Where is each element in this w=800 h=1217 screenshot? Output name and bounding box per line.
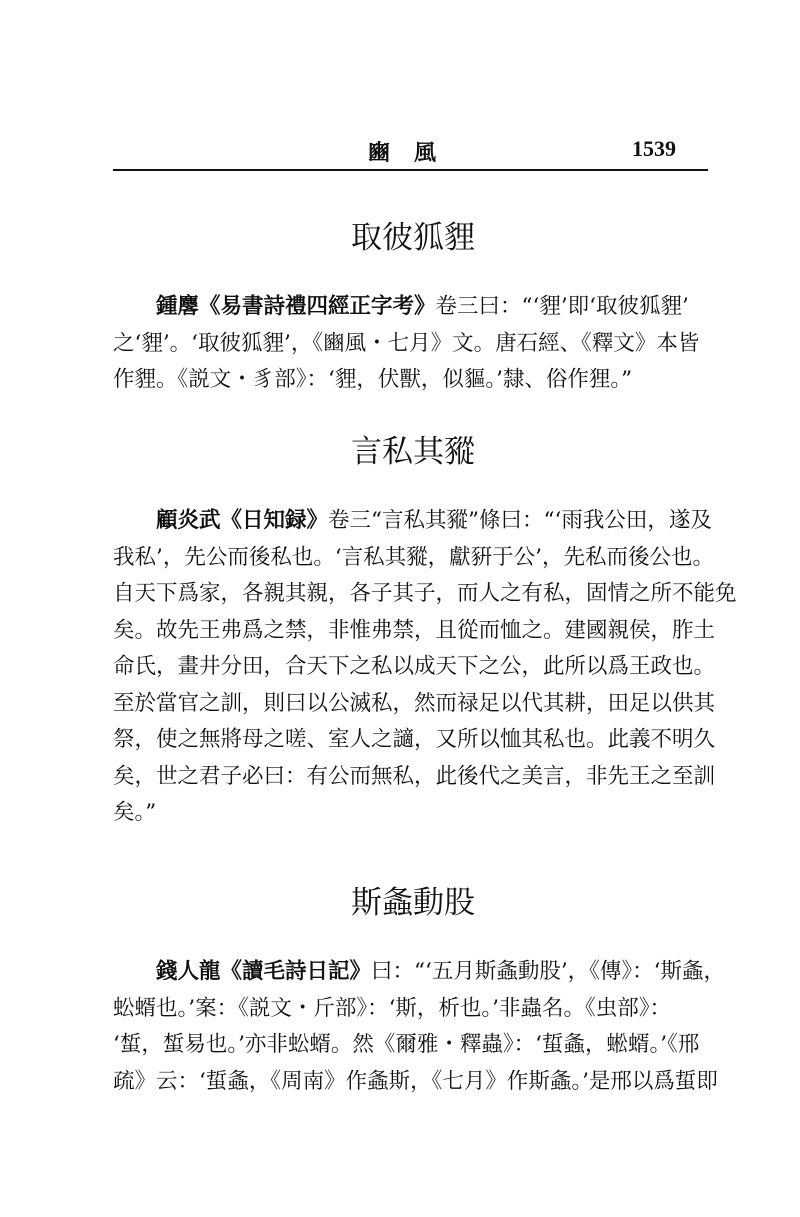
section-title: 斯螽動股 <box>351 885 475 921</box>
line-text: 卷三曰：“‘貍’即‘取彼狐貍’ <box>435 294 689 319</box>
section-body <box>113 472 737 832</box>
line-text: 曰：“‘五月斯螽動股’，《傳》：‘斯螽， <box>371 959 726 984</box>
paragraph-line: 祭，使之無將母之嗟、室人之讁，又所以恤其私也。此義不明久 <box>113 727 716 752</box>
page-number: 1539 <box>632 136 676 161</box>
paragraph-line: ‘蜤，蜤易也。’亦非蚣蝑。然《爾雅・釋蟲》：‘蜇螽，蜙蝑。’《邢 <box>113 1032 700 1057</box>
paragraph-line: 我私’，先公而後私也。‘言私其豵，獻豣于公’，先私而後公也。 <box>113 544 715 570</box>
paragraph-line: 矣，世之君子必曰：有公而無私，此後代之美言，非先王之至訓 <box>113 763 716 789</box>
paragraph-line: 自天下爲家，各親其親，各子其子，而人之有私，固情之所不能免 <box>113 581 737 606</box>
source-citation: 鍾麐《易書詩禮四經正字考》 <box>156 294 436 319</box>
section-title: 言私其豵 <box>351 434 475 470</box>
paragraph-line: 命氏，畫井分田，合天下之私以成天下之公，此所以爲王政也。 <box>113 654 716 679</box>
paragraph-line <box>113 954 726 991</box>
section-qu-bi-hu-li <box>113 218 713 399</box>
source-citation: 顧炎武《日知録》 <box>156 508 329 533</box>
running-head <box>0 128 800 168</box>
section-body <box>113 258 713 399</box>
paragraph-line: 至於當官之訓，則曰以公滅私，然而禄足以代其耕，田足以供其 <box>113 690 716 716</box>
paragraph-line: 矣。” <box>113 800 157 825</box>
header-rule <box>113 169 708 171</box>
line-text: 卷三“言私其豵”條曰：“‘雨我公田，遂及 <box>328 508 712 533</box>
section-body <box>113 923 726 1100</box>
section-si-zhong-dong-gu <box>113 883 726 1100</box>
paragraph-line <box>113 503 713 540</box>
section-title: 取彼狐貍 <box>351 220 475 256</box>
running-title: 豳風 <box>368 140 461 166</box>
section-yan-si-qi-zong <box>113 432 737 832</box>
paragraph-line: 之‘貍’。‘取彼狐貍’，《豳風・七月》文。唐石經、《釋文》本皆 <box>113 330 700 356</box>
source-citation: 錢人龍《讀毛詩日記》 <box>156 959 372 984</box>
paragraph-line <box>113 289 713 326</box>
paragraph-line: 矣。故先王弗爲之禁，非惟弗禁，且從而恤之。建國親侯，胙土 <box>113 617 716 643</box>
paragraph-line: 疏》云：‘蜇螽，《周南》作螽斯，《七月》作斯螽。’是邢以爲蜇即 <box>113 1068 718 1094</box>
paragraph-line: 蚣蝑也。’案：《説文・斤部》：‘斯，析也。’非蟲名。《虫部》： <box>113 995 672 1021</box>
paragraph-line: 作貍。《説文・豸部》：‘貍，伏獸，似貙。’隸、俗作狸。” <box>113 367 633 392</box>
